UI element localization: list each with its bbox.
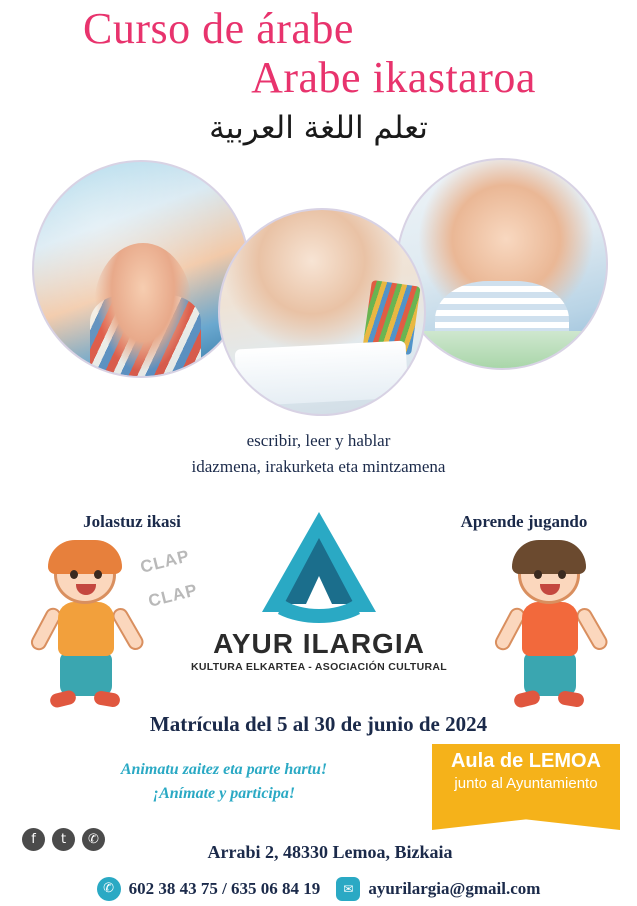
photo-girl-reading — [218, 208, 426, 416]
skills-subtitle-spanish: escribir, leer y hablar — [246, 431, 391, 450]
logo-mark-icon — [254, 508, 384, 626]
hair-icon — [48, 540, 122, 574]
whatsapp-icon[interactable]: ✆ — [82, 828, 105, 851]
phone-icon: ✆ — [97, 877, 121, 901]
mail-icon: ✉ — [336, 877, 360, 901]
address-line: Arrabi 2, 48330 Lemoa, Bizkaia — [207, 842, 453, 862]
photo-collage — [0, 140, 637, 380]
arm-icon — [574, 605, 611, 653]
logo-tagline: KULTURA ELKARTEA - ASOCIACIÓN CULTURAL — [191, 661, 447, 673]
call-to-action-spanish: ¡Anímate y participa! — [152, 785, 296, 802]
clap-text-1: CLAP — [138, 546, 192, 577]
illustration-boy-running — [492, 540, 612, 720]
course-title-basque: Arabe ikastaroa — [251, 53, 536, 103]
clap-text-2: CLAP — [146, 580, 200, 611]
shoe-icon — [93, 690, 121, 708]
enrollment-dates: Matrícula del 5 al 30 de junio de 2024 — [149, 712, 488, 736]
body-icon — [522, 602, 578, 656]
phone-number: 602 38 43 75 / 635 06 84 19 — [128, 879, 321, 898]
eye-icon — [94, 570, 102, 579]
photo-classroom-raising-hands — [32, 160, 250, 378]
shoe-icon — [513, 689, 542, 709]
shoe-icon — [557, 690, 585, 708]
call-to-action-basque: Animatu zaitez eta parte hartu! — [120, 761, 328, 778]
call-to-action — [14, 758, 434, 806]
label-learn-playing-basque: Jolastuz ikasi — [83, 512, 181, 531]
shoe-icon — [49, 689, 78, 709]
logo-name: AYUR ILARGIA — [213, 628, 425, 659]
twitter-icon[interactable]: t — [52, 828, 75, 851]
social-icons — [22, 828, 105, 851]
illustration-girl-clapping — [28, 540, 148, 720]
arm-icon — [110, 605, 147, 653]
hair-icon — [512, 540, 586, 574]
body-icon — [58, 602, 114, 656]
ribbon-line-1: Aula de LEMOA — [450, 750, 601, 772]
course-title-spanish: Curso de árabe — [83, 4, 354, 53]
email-contact[interactable] — [336, 877, 540, 901]
eye-icon — [70, 570, 78, 579]
photo-boy-writing — [396, 158, 608, 370]
ribbon-tail — [432, 802, 620, 830]
ribbon-line-2: junto al Ayuntamiento — [454, 775, 598, 792]
eye-icon — [534, 570, 542, 579]
photo-detail — [235, 340, 409, 406]
contact-bar — [0, 872, 637, 906]
title-block — [0, 4, 637, 147]
photo-detail — [398, 331, 606, 368]
skills-subtitle-basque: idazmena, irakurketa eta mintzamena — [191, 456, 446, 476]
facebook-icon[interactable]: f — [22, 828, 45, 851]
organization-logo — [186, 508, 452, 673]
phone-contact[interactable] — [97, 877, 321, 901]
label-learn-playing-spanish: Aprende jugando — [460, 512, 588, 531]
email-address: ayurilargia@gmail.com — [368, 879, 541, 898]
photo-detail — [90, 295, 201, 378]
skills-subtitle — [0, 428, 637, 479]
eye-icon — [558, 570, 566, 579]
location-ribbon — [432, 744, 620, 802]
course-title-arabic: تعلم اللغة العربية — [209, 109, 428, 146]
